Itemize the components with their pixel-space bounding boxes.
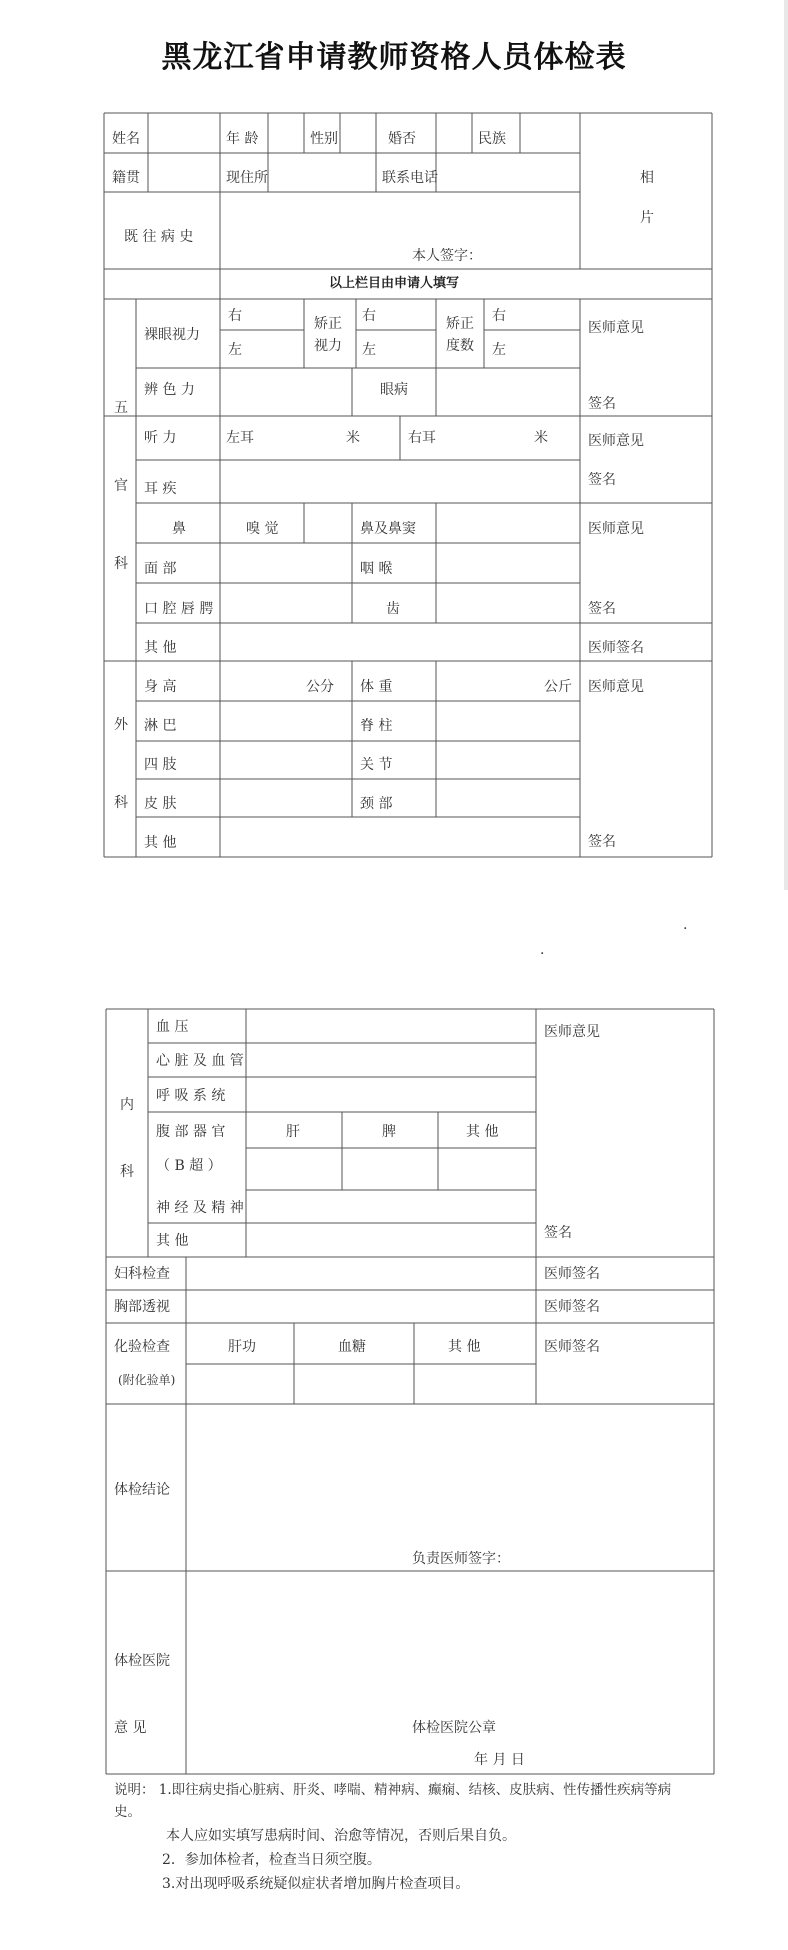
corrected-vision-label-1: 矫正 xyxy=(314,316,342,332)
facial-section-3: 科 xyxy=(114,556,128,572)
weight-unit: 公斤 xyxy=(544,679,572,695)
residence-field[interactable] xyxy=(270,155,374,190)
age-label: 年 龄 xyxy=(226,131,259,147)
name-label: 姓名 xyxy=(112,131,140,147)
history-label: 既 往 病 史 xyxy=(124,229,194,245)
applicant-fill-note: 以上栏目由申请人填写 xyxy=(328,276,459,291)
sex-field[interactable] xyxy=(342,115,374,151)
phone-label: 联系电话 xyxy=(382,170,438,186)
gyn-label: 妇科检查 xyxy=(114,1266,170,1282)
nasal-sinus-label: 鼻及鼻窦 xyxy=(360,521,416,537)
stray-dot-2: . xyxy=(540,942,545,958)
skin-label: 皮 肤 xyxy=(144,796,177,812)
corrected-degree-label-2: 度数 xyxy=(446,338,474,354)
internal-other-label: 其 他 xyxy=(156,1233,189,1249)
name-field[interactable] xyxy=(150,115,218,151)
sex-label: 性别 xyxy=(310,131,338,147)
throat-label: 咽 喉 xyxy=(360,561,393,577)
photo-label-2: 片 xyxy=(640,210,654,226)
note-line-4: 3.对出现呼吸系统疑似症状者增加胸片检查项目。 xyxy=(162,1876,470,1892)
hospital-label-2: 意 见 xyxy=(114,1720,147,1736)
surgery-section-2: 科 xyxy=(114,795,128,811)
internal-section-1: 内 xyxy=(120,1097,134,1113)
page-title: 黑龙江省申请教师资格人员体检表 xyxy=(161,40,627,75)
ethnicity-label: 民族 xyxy=(478,131,506,147)
resp-label: 呼 吸 系 统 xyxy=(156,1088,226,1104)
surgery-other-label: 其 他 xyxy=(144,835,177,851)
oral-label: 口 腔 唇 腭 xyxy=(144,601,214,617)
phone-field[interactable] xyxy=(438,155,578,190)
neck-label: 颈 部 xyxy=(360,796,393,812)
internal-section-2: 科 xyxy=(120,1164,134,1180)
spine-label: 脊 柱 xyxy=(360,718,393,734)
teeth-label: 齿 xyxy=(386,601,400,617)
liver-label: 肝 xyxy=(286,1124,300,1140)
hearing-label: 听 力 xyxy=(144,430,177,446)
lab-doctor-sign: 医师签名 xyxy=(544,1339,600,1355)
chest-doctor-sign: 医师签名 xyxy=(544,1299,600,1315)
height-unit: 公分 xyxy=(306,679,334,695)
note-line-1: 说明： 1.即往病史指心脏病、肝炎、哮喘、精神病、癫痫、结核、皮肤病、性传播性疾病等病史。 xyxy=(114,1782,672,1820)
nose-label: 鼻 xyxy=(172,521,186,537)
gyn-doctor-sign: 医师签名 xyxy=(544,1266,600,1282)
smell-label: 嗅 觉 xyxy=(246,521,279,537)
conclusion-doctor-sign: 负责医师签字： xyxy=(412,1551,510,1567)
eye-doctor-opinion: 医师意见 xyxy=(588,320,644,336)
marital-field[interactable] xyxy=(438,115,470,151)
ent-doctor-opinion: 医师意见 xyxy=(588,521,644,537)
internal-doctor-opinion: 医师意见 xyxy=(544,1024,600,1040)
eye-sign: 签名 xyxy=(588,396,616,412)
corrected-vision-right: 右 xyxy=(362,308,376,324)
photo-label-1: 相 xyxy=(640,170,654,186)
surgery-sign: 签名 xyxy=(588,834,616,850)
eye-disease-label: 眼病 xyxy=(380,382,408,398)
history-field[interactable] xyxy=(222,194,578,244)
neuro-label: 神 经 及 精 神 xyxy=(156,1200,244,1216)
native-place-field[interactable] xyxy=(150,155,218,190)
corrected-vision-label-2: 视力 xyxy=(314,338,342,354)
color-vision-label: 辨 色 力 xyxy=(144,382,195,398)
chest-label: 胸部透视 xyxy=(114,1299,170,1315)
corrected-degree-right: 右 xyxy=(492,308,506,324)
corrected-degree-left: 左 xyxy=(492,342,506,358)
abdomen-other-label: 其 他 xyxy=(466,1124,499,1140)
age-field[interactable] xyxy=(270,115,302,151)
facial-doctor-sign: 医师签名 xyxy=(588,640,644,656)
left-ear-label: 左耳 xyxy=(226,430,254,446)
abdomen-label: 腹 部 器 官 xyxy=(156,1124,226,1140)
facial-section-2: 官 xyxy=(114,478,128,494)
bp-label: 血 压 xyxy=(156,1019,189,1035)
note-line-2: 本人应如实填写患病时间、治愈等情况，否则后果自负。 xyxy=(166,1828,516,1844)
lab-note: (附化验单) xyxy=(118,1373,176,1387)
naked-eye-right: 右 xyxy=(228,308,242,324)
conclusion-label: 体检结论 xyxy=(114,1482,170,1498)
lymph-label: 淋 巴 xyxy=(144,718,177,734)
self-sign-label: 本人签字： xyxy=(412,248,482,264)
ear-doctor-opinion: 医师意见 xyxy=(588,433,644,449)
hospital-seal-label: 体检医院公章 xyxy=(412,1720,496,1736)
marital-label: 婚否 xyxy=(388,131,416,147)
residence-label: 现住所 xyxy=(226,170,268,186)
ear-disease-label: 耳 疾 xyxy=(144,481,177,497)
internal-sign: 签名 xyxy=(544,1225,572,1241)
ent-sign: 签名 xyxy=(588,601,616,617)
stray-dot-1: . xyxy=(683,917,688,933)
naked-eye-label: 裸眼视力 xyxy=(144,327,200,343)
joint-label: 关 节 xyxy=(360,757,393,773)
right-ear-meter: 米 xyxy=(534,430,548,446)
surgery-doctor-opinion: 医师意见 xyxy=(588,679,644,695)
liver-function-label: 肝功 xyxy=(228,1339,256,1355)
photo-area xyxy=(582,115,710,267)
naked-eye-left: 左 xyxy=(228,342,242,358)
ethnicity-field[interactable] xyxy=(522,115,578,151)
hospital-date: 年 月 日 xyxy=(474,1752,525,1768)
note-line-3: 2．参加体检者，检查当日须空腹。 xyxy=(162,1852,381,1868)
left-ear-meter: 米 xyxy=(346,430,360,446)
heart-label: 心 脏 及 血 管 xyxy=(156,1053,244,1069)
conclusion-field[interactable] xyxy=(188,1406,712,1569)
facial-section-1: 五 xyxy=(114,400,128,416)
face-label: 面 部 xyxy=(144,561,177,577)
height-label: 身 高 xyxy=(144,679,177,695)
lab-label: 化验检查 xyxy=(114,1339,170,1355)
lab-other-label: 其 他 xyxy=(448,1339,481,1355)
corrected-degree-label-1: 矫正 xyxy=(446,316,474,332)
blood-sugar-label: 血糖 xyxy=(338,1339,366,1355)
b-ultrasound-label: （ B 超 ） xyxy=(156,1158,222,1174)
hospital-label-1: 体检医院 xyxy=(114,1653,170,1669)
spleen-label: 脾 xyxy=(382,1124,396,1140)
ear-sign: 签名 xyxy=(588,472,616,488)
right-ear-label: 右耳 xyxy=(408,430,436,446)
limbs-label: 四 肢 xyxy=(144,757,177,773)
corrected-vision-left: 左 xyxy=(362,342,376,358)
facial-other-label: 其 他 xyxy=(144,640,177,656)
native-place-label: 籍贯 xyxy=(112,170,140,186)
weight-label: 体 重 xyxy=(360,679,393,695)
hospital-opinion-field[interactable] xyxy=(188,1573,712,1772)
surgery-section-1: 外 xyxy=(114,717,128,733)
